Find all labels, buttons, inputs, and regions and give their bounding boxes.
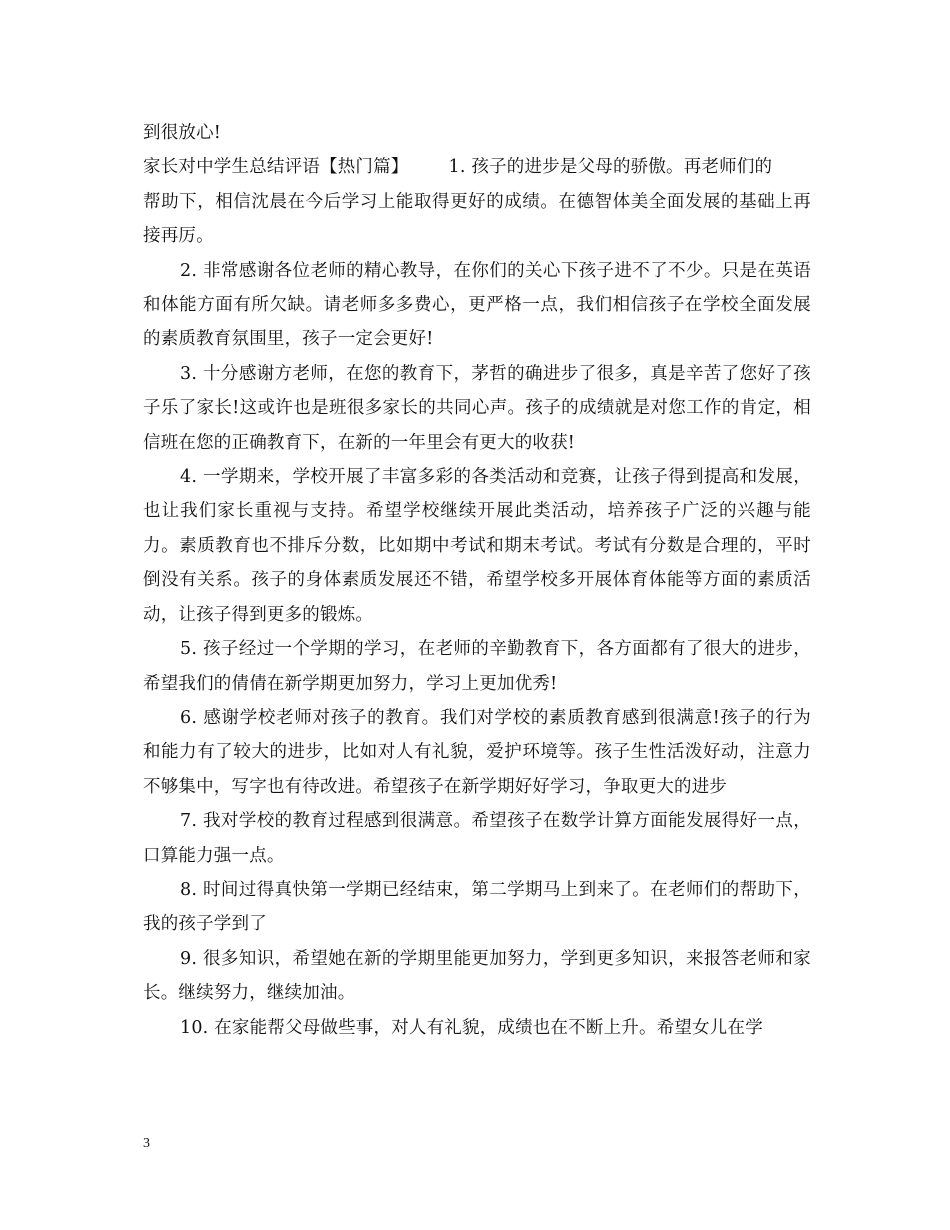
paragraph-4: 4. 一学期来，学校开展了丰富多彩的各类活动和竞赛，让孩子得到提高和发展，也让我们家长重视与支持。希望学校继续开展此类活动，培养孩子广泛的兴趣与能力。素质教育也不排斥分数，比如期中考试和期末考试。考试有分数是合理的，平时倒没有关系。孩子的身体素质发展还不错，希望学校多开展体育体能等方面的素质活动，让孩子得到更多的锻炼。 <box>143 467 811 625</box>
section-heading: 家长对中学生总结评语【热门篇】 <box>143 157 409 178</box>
paragraph-2: 2. 非常感谢各位老师的精心教导，在你们的关心下孩子进不了不少。只是在英语和体能方面有所欠缺。请老师多多费心，更严格一点，我们相信孩子在学校全面发展的素质教育氛围里，孩子一定会更好! <box>143 260 811 350</box>
paragraph-5: 5. 孩子经过一个学期的学习，在老师的辛勤教育下，各方面都有了很大的进步，希望我们的倩倩在新学期更加努力，学习上更加优秀! <box>143 639 811 694</box>
paragraph-6: 6. 感谢学校老师对孩子的教育。我们对学校的素质教育感到很满意!孩子的行为和能力有了较大的进步，比如对人有礼貌，爱护环境等。孩子生性活泼好动，注意力不够集中，写字也有待改进。希望孩子在新学期好好学习，争取更大的进步 <box>143 707 811 797</box>
page-number: 3 <box>143 1136 150 1151</box>
continuation-line: 到很放心! <box>143 123 222 143</box>
document-body <box>143 116 811 1045</box>
paragraph-1-start: 1. 孩子的进步是父母的骄傲。再老师们的 <box>448 157 773 178</box>
paragraph-10: 10. 在家能帮父母做些事，对人有礼貌，成绩也在不断上升。希望女儿在学 <box>180 1017 763 1038</box>
paragraph-1-continuation: 帮助下，相信沈晨在今后学习上能取得更好的成绩。在德智体美全面发展的基础上再接再厉。 <box>143 191 811 247</box>
paragraph-3: 3. 十分感谢方老师，在您的教育下，茅哲的确进步了很多，真是辛苦了您好了孩子乐了家长!这或许也是班很多家长的共同心声。孩子的成绩就是对您工作的肯定，相信班在您的正确教育下，在新的一年里会有更大的收获! <box>143 363 811 453</box>
paragraph-7: 7. 我对学校的教育过程感到很满意。希望孩子在数学计算方面能发展得好一点，口算能力强一点。 <box>143 811 811 866</box>
paragraph-8: 8. 时间过得真快第一学期已经结束，第二学期马上到来了。在老师们的帮助下，我的孩子学到了 <box>143 879 811 935</box>
paragraph-9: 9. 很多知识，希望她在新的学期里能更加努力，学到更多知识，来报答老师和家长。继续努力，继续加油。 <box>143 948 811 1004</box>
section-heading-line <box>143 150 811 184</box>
